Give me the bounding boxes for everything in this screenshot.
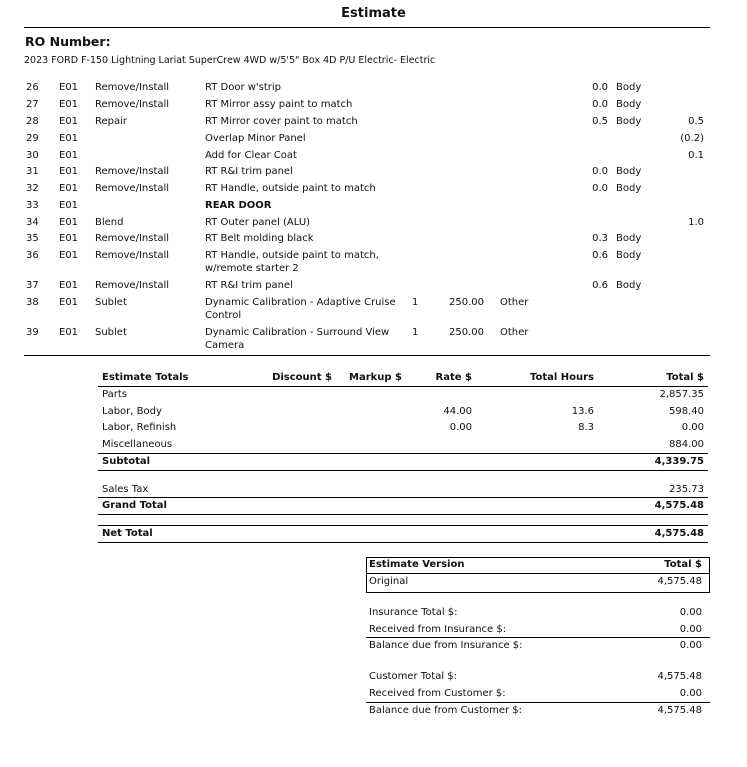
line-operation: Remove/Install [95,82,170,93]
line-description: Overlap Minor Panel [205,133,306,144]
line-operation: Remove/Install [95,250,170,261]
net-total-rule-bottom [98,542,708,543]
received-insurance-label: Received from Insurance $: [369,624,507,635]
line-number: 30 [26,150,39,161]
line-code: E01 [59,166,79,177]
totals-row-total: 0.00 [681,422,704,433]
version-header-rule [366,573,710,574]
line-item-row [0,116,747,130]
line-code: E01 [59,250,79,261]
line-sublet-type: Other [500,327,529,338]
totals-row-hours: 8.3 [578,422,594,433]
line-item-row [0,200,747,214]
line-quantity: 1 [412,327,419,338]
line-description: Control [205,310,242,321]
line-number: 37 [26,280,39,291]
line-number: 39 [26,327,39,338]
line-item-row [0,233,747,247]
line-description: RT Handle, outside paint to match [205,183,376,194]
received-insurance-value: 0.00 [679,624,702,635]
line-labor-type: Body [616,99,642,110]
line-code: E01 [59,327,79,338]
subtotal-label: Subtotal [102,456,151,467]
line-item-row [0,150,747,164]
line-number: 36 [26,250,39,261]
line-description: Dynamic Calibration - Adaptive Cruise [205,297,396,308]
totals-header-total: Total $ [666,372,704,383]
line-code: E01 [59,133,79,144]
grand-total-rule-top [98,497,708,498]
line-hours: 0.0 [592,82,608,93]
totals-row-label: Labor, Refinish [102,422,177,433]
received-customer-value: 0.00 [679,688,702,699]
totals-row-hours: 13.6 [571,406,594,417]
line-hours: 0.6 [592,280,608,291]
header-divider [24,27,710,28]
sales-tax-value: 235.73 [669,484,704,495]
line-labor-type: Body [616,82,642,93]
line-description: Dynamic Calibration - Surround View [205,327,390,338]
totals-header-hours: Total Hours [529,372,594,383]
totals-row-total: 2,857.35 [659,389,704,400]
line-labor-type: Body [616,280,642,291]
line-price: 250.00 [449,327,484,338]
line-description: RT Mirror assy paint to match [205,99,353,110]
line-item-row [0,166,747,180]
grand-total-value: 4,575.48 [654,500,704,511]
line-number: 35 [26,233,39,244]
line-number: 38 [26,297,39,308]
line-sublet-type: Other [500,297,529,308]
line-labor-type: Body [616,116,642,127]
line-code: E01 [59,297,79,308]
line-code: E01 [59,99,79,110]
balance-customer-value: 4,575.48 [657,705,702,716]
totals-row-label: Parts [102,389,127,400]
page-title: Estimate [341,6,406,21]
version-original-label: Original [369,576,409,587]
balance-insurance-value: 0.00 [679,640,702,651]
line-description: REAR DOOR [205,200,272,211]
line-quantity: 1 [412,297,419,308]
subtotal-rule-bottom [98,470,708,471]
line-operation: Remove/Install [95,280,170,291]
totals-header-rule [98,386,708,387]
totals-header-markup: Markup $ [349,372,402,383]
line-labor-type: Body [616,250,642,261]
ro-number-label: RO Number: [25,34,111,49]
line-operation: Remove/Install [95,166,170,177]
line-item-row [0,297,747,321]
received-customer-label: Received from Customer $: [369,688,506,699]
line-item-row [0,327,747,351]
line-number: 32 [26,183,39,194]
line-paint-hours: 0.5 [688,116,704,127]
line-labor-type: Body [616,233,642,244]
line-hours: 0.3 [592,233,608,244]
line-code: E01 [59,233,79,244]
line-operation: Remove/Install [95,99,170,110]
line-hours: 0.0 [592,99,608,110]
line-item-row [0,82,747,96]
version-header-total: Total $ [664,559,702,570]
totals-row-rate: 44.00 [443,406,472,417]
balance-customer-rule [366,702,710,703]
balance-customer-label: Balance due from Customer $: [369,705,523,716]
line-operation: Sublet [95,297,127,308]
line-hours: 0.0 [592,166,608,177]
insurance-total-label: Insurance Total $: [369,607,458,618]
line-item-row [0,133,747,147]
line-paint-hours: 0.1 [688,150,704,161]
totals-row-label: Labor, Body [102,406,162,417]
line-items-divider [24,355,710,356]
line-number: 27 [26,99,39,110]
line-paint-hours: 1.0 [688,217,704,228]
line-code: E01 [59,116,79,127]
line-description: RT Door w'strip [205,82,282,93]
insurance-total-value: 0.00 [679,607,702,618]
totals-row-total: 884.00 [669,439,704,450]
grand-total-rule-bottom [98,514,708,515]
line-description: RT Belt molding black [205,233,314,244]
line-hours: 0.6 [592,250,608,261]
balance-insurance-rule [366,637,710,638]
line-operation: Sublet [95,327,127,338]
line-description: RT Handle, outside paint to match, [205,250,379,261]
line-description: Add for Clear Coat [205,150,297,161]
totals-header-label: Estimate Totals [102,372,189,383]
line-code: E01 [59,82,79,93]
line-code: E01 [59,150,79,161]
totals-header-rate: Rate $ [435,372,472,383]
version-header-label: Estimate Version [369,559,465,570]
line-labor-type: Body [616,166,642,177]
line-price: 250.00 [449,297,484,308]
totals-header-discount: Discount $ [272,372,332,383]
line-item-row [0,217,747,231]
line-code: E01 [59,183,79,194]
customer-total-value: 4,575.48 [657,671,702,682]
line-hours: 0.5 [592,116,608,127]
customer-total-label: Customer Total $: [369,671,458,682]
line-item-row [0,250,747,274]
line-description: w/remote starter 2 [205,263,299,274]
line-number: 31 [26,166,39,177]
vehicle-description: 2023 FORD F-150 Lightning Lariat SuperCrew 4WD w/5'5" Box 4D P/U Electric- Electric [24,55,436,66]
subtotal-rule-top [98,453,708,454]
net-total-label: Net Total [102,528,153,539]
line-number: 29 [26,133,39,144]
grand-total-label: Grand Total [102,500,167,511]
totals-row-rate: 0.00 [449,422,472,433]
line-operation: Remove/Install [95,183,170,194]
line-description: RT R&I trim panel [205,280,293,291]
line-code: E01 [59,280,79,291]
line-description: RT R&I trim panel [205,166,293,177]
sales-tax-label: Sales Tax [102,484,149,495]
totals-row-total: 598.40 [669,406,704,417]
net-total-value: 4,575.48 [654,528,704,539]
line-description: RT Mirror cover paint to match [205,116,358,127]
line-item-row [0,280,747,294]
line-description: Camera [205,340,245,351]
line-number: 28 [26,116,39,127]
line-number: 34 [26,217,39,228]
line-operation: Remove/Install [95,233,170,244]
net-total-rule-top [98,525,708,526]
line-operation: Blend [95,217,124,228]
subtotal-value: 4,339.75 [654,456,704,467]
line-item-row [0,99,747,113]
line-item-row [0,183,747,197]
line-operation: Repair [95,116,128,127]
balance-insurance-label: Balance due from Insurance $: [369,640,523,651]
line-paint-hours: (0.2) [680,133,704,144]
line-number: 33 [26,200,39,211]
line-code: E01 [59,217,79,228]
totals-row-label: Miscellaneous [102,439,173,450]
line-labor-type: Body [616,183,642,194]
line-description: RT Outer panel (ALU) [205,217,311,228]
line-number: 26 [26,82,39,93]
version-original-total: 4,575.48 [657,576,702,587]
line-code: E01 [59,200,79,211]
line-hours: 0.0 [592,183,608,194]
